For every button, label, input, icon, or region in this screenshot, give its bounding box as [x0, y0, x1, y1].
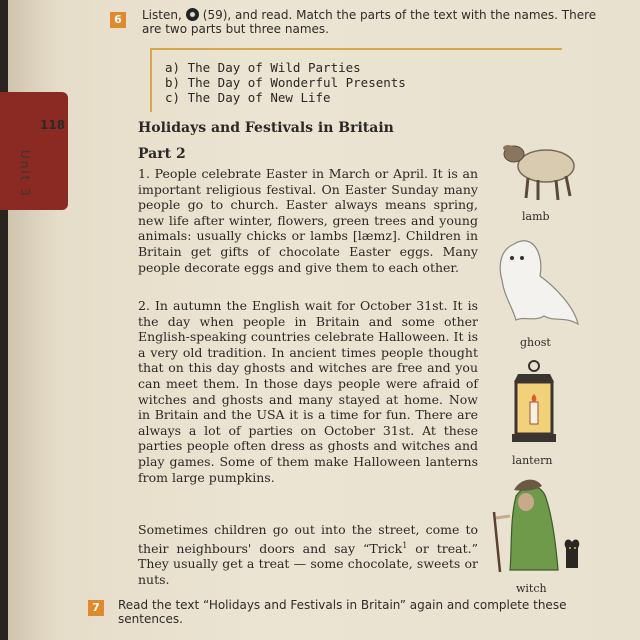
paragraph-3-a: Sometimes children go out into the street, come to their neighbours' doors and say “Trick: [138, 522, 478, 556]
exercise-6-badge: 6: [110, 12, 126, 28]
lantern-caption: lantern: [512, 454, 553, 467]
page-number: 118: [40, 118, 66, 132]
lamb-caption: lamb: [522, 210, 550, 223]
options-list: [165, 60, 406, 105]
paragraph-trick-or-treat: [138, 522, 478, 588]
exercise-6-instruction: [142, 8, 622, 36]
paragraph-2: 2. In autumn the English wait for October 31st. It is the day when people in Britain and some other English-speaking countries celebrate Halloween. It is a very old tradition. In ancient times people thought that on this day ghosts and witches are free and you can meet them. In those days people were afraid of witches and ghosts and many stayed at home. Now in Britain and the USA it is a time for fun. There are always a lot of parties on October 31st. At these parties people often dress as ghosts and witches and play games. Some of them make Halloween lanterns from large pumpkins.: [138, 298, 478, 485]
exercise-7-line2: sentences.: [118, 612, 183, 626]
option-b: b) The Day of Wonderful Presents: [165, 75, 406, 90]
audio-disc-icon: [186, 8, 199, 21]
instruction-line2: are two parts but three names.: [142, 22, 329, 36]
paragraph-3-b: or treat.” They usually get a treat — some chocolate, sweets or nuts.: [138, 540, 478, 587]
footnote-mark: 1: [402, 540, 408, 550]
article-part: Part 2: [138, 146, 186, 162]
option-a: a) The Day of Wild Parties: [165, 60, 361, 75]
article-title: Holidays and Festivals in Britain: [138, 120, 394, 136]
witch-caption: witch: [516, 582, 547, 595]
unit-tab: [0, 92, 68, 210]
exercise-7-line1: Read the text “Holidays and Festivals in Britain” again and complete these: [118, 598, 567, 612]
lantern-illustration: [508, 360, 560, 446]
unit-label: Unit 3: [18, 150, 32, 198]
instruction-pre: Listen,: [142, 8, 182, 22]
option-c: c) The Day of New Life: [165, 90, 331, 105]
paragraph-easter: [138, 166, 478, 275]
witch-illustration: [486, 476, 584, 574]
paragraph-1: 1. People celebrate Easter in March or April. It is an important religious festival. On Easter Sunday many people go to church. Easter always means spring, new life after winter, flowers, green trees and young animals: usually chicks or lambs [læmz]. Children in Britain get gifts of chocolate Easter eggs. Many people decorate eggs and give them to each other.: [138, 166, 478, 275]
paragraph-3: [138, 522, 478, 588]
exercise-7-badge: 7: [88, 600, 104, 616]
exercise-7-instruction: [118, 598, 618, 626]
instruction-track: (59), and read. Match the parts of the text with the names. There: [202, 8, 597, 22]
paragraph-halloween: [138, 298, 478, 485]
ghost-illustration: [494, 236, 580, 328]
ghost-caption: ghost: [520, 336, 551, 349]
lamb-illustration: [498, 136, 582, 204]
